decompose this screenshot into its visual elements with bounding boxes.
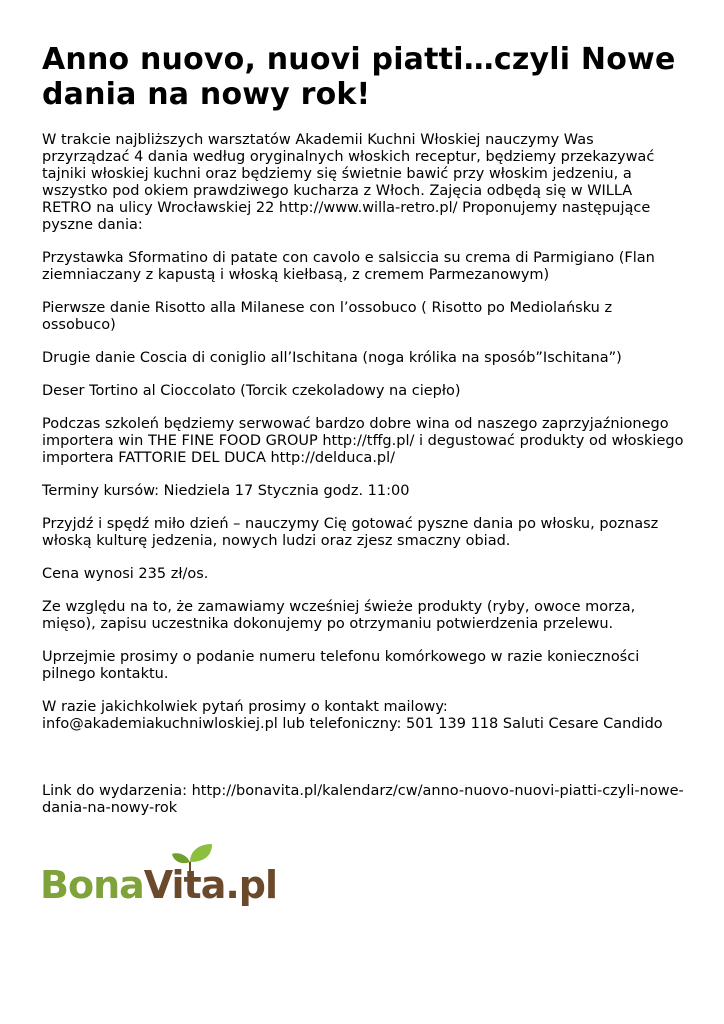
logo-text-bona: Bona [40, 863, 144, 907]
paragraph-contact: W razie jakichkolwiek pytań prosimy o kontakt mailowy: info@akademiakuchniwloskiej.pl lub telefoniczny: 501 139 118 Saluti Cesare Candido [42, 699, 663, 732]
paragraph-intro: W trakcie najbliższych warsztatów Akademii Kuchni Włoskiej nauczymy Was przyrządzać 4 dania według oryginalnych włoskich receptur, będziemy przekazywać tajniki włoskiej kuchni oraz będziemy się świetnie bawić przy włoskim jedzeniu, a wszystko pod okiem prawdziwego kucharza z Włoch. Zajęcia odbędą się w WILLA RETRO na ulicy Wrocławskiej 22 http://www.willa-retro.pl/ Proponujemy następujące pyszne dania: [42, 132, 655, 233]
paragraph-payment: Ze względu na to, że zamawiamy wcześniej świeże produkty (ryby, owoce morza, mięso), zapisu uczestnika dokonujemy po otrzymaniu potwierdzenia przelewu. [42, 599, 636, 632]
leaf-icon [172, 853, 190, 863]
paragraph-first-course: Pierwsze danie Risotto alla Milanese con l’ossobuco ( Risotto po Mediolańsku z ossobuco) [42, 300, 613, 333]
paragraph-wines: Podczas szkoleń będziemy serwować bardzo dobre wina od naszego zaprzyjaźnionego importera win THE FINE FOOD GROUP http://tffg.pl/ i degustować produkty od włoskiego importera FATTORIE DEL DUCA http://delduca.pl/ [42, 416, 684, 466]
paragraph-invitation: Przyjdź i spędź miło dzień – nauczymy Cię gotować pyszne dania po włosku, poznasz włoską kulturę jedzenia, nowych ludzi oraz zjesz smaczny obiad. [42, 516, 659, 549]
spacer [42, 749, 684, 783]
document-title: Anno nuovo, nuovi piatti…czyli Nowe dania na nowy rok! [42, 42, 676, 112]
logo-text-vita: Vita [143, 863, 226, 907]
paragraph-dates: Terminy kursów: Niedziela 17 Stycznia godz. 11:00 [42, 483, 410, 499]
logo-text-pl: .pl [225, 863, 278, 907]
bonavita-logo [40, 840, 278, 910]
paragraph-price: Cena wynosi 235 zł/os. [42, 566, 209, 582]
leaf-icon [190, 844, 212, 862]
paragraph-starter: Przystawka Sformatino di patate con cavolo e salsiccia su crema di Parmigiano (Flan ziemniaczany z kapustą i włoską kiełbasą, z cremem Parmezanowym) [42, 250, 655, 283]
svg-text:BonaVita.pl [40, 863, 277, 907]
paragraph-dessert: Deser Tortino al Cioccolato (Torcik czekoladowy na ciepło) [42, 383, 461, 399]
event-link[interactable]: Link do wydarzenia: http://bonavita.pl/kalendarz/cw/anno-nuovo-nuovi-piatti-czyli-nowe-dania-na-nowy-rok [42, 783, 684, 816]
paragraph-second-course: Drugie danie Coscia di coniglio all’Ischitana (noga królika na sposób”Ischitana”) [42, 350, 622, 366]
paragraph-phone: Uprzejmie prosimy o podanie numeru telefonu komórkowego w razie konieczności pilnego kontaktu. [42, 649, 640, 682]
